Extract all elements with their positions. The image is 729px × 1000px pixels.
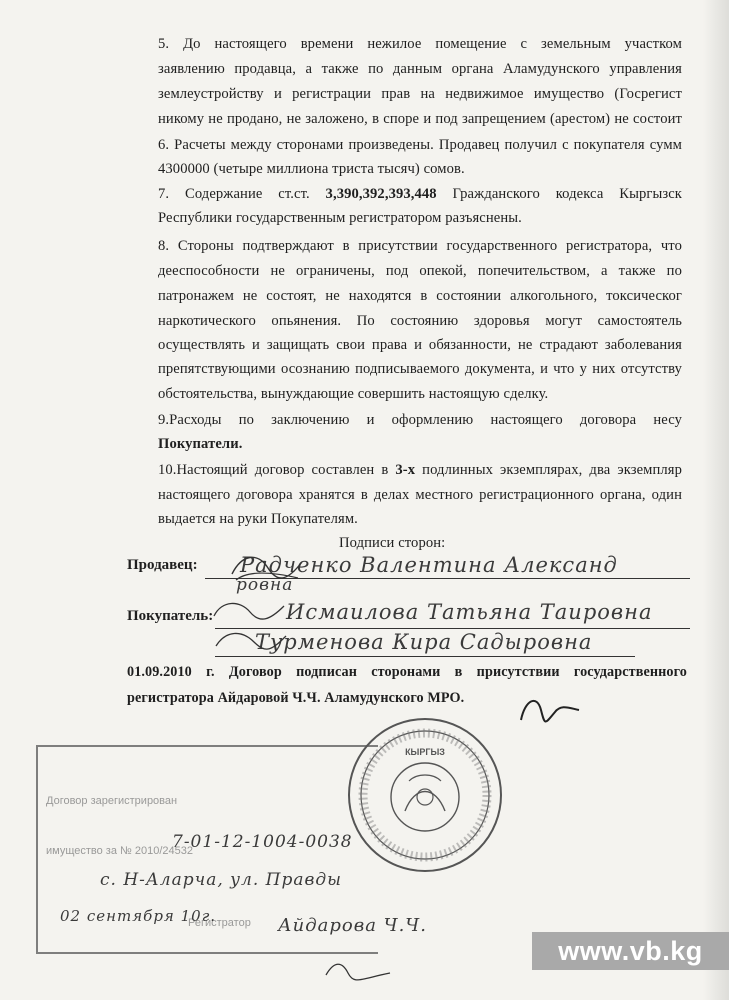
buyer-signature-scribbles	[210, 596, 290, 660]
seller-signature-scribble	[228, 550, 308, 590]
p8-line-1: 8. Стороны подтверждают в присутствии государственного регистратора, что	[158, 238, 682, 254]
buyer-1-handwritten-name: Исмаилова Татьяна Таировна	[286, 600, 653, 624]
p10-rest: подлинных экземплярах, два экземпляр	[415, 462, 682, 478]
registration-line-2: регистратора Айдаровой Ч.Ч. Аламудунского МРО.	[127, 690, 465, 706]
stamp-faint-text-2: имущество за № 2010/24532	[46, 845, 193, 857]
p7-line-1	[158, 184, 682, 204]
p10-lead: 10.Настоящий договор составлен в	[158, 462, 396, 478]
registration-line-1: 01.09.2010 г. Договор подписан сторонами в присутствии государственного	[127, 664, 687, 680]
stamp-id-code: 7-01-12-1004-0038	[172, 832, 353, 852]
p8-line-7: обстоятельства, вынуждающие совершить настоящую сделку.	[158, 386, 549, 402]
p5-line-4: никому не продано, не заложено, в споре и под запрещением (арестом) не состоит	[158, 111, 682, 127]
p9-line-2: Покупатели.	[158, 436, 243, 452]
registrar-signature	[515, 690, 585, 730]
seal-center-text: КЫРГЫЗ	[405, 747, 445, 757]
p5-line-1: 5. До настоящего времени нежилое помещение с земельным участком	[158, 36, 682, 52]
buyer-label: Покупатель:	[127, 608, 214, 624]
stamp-faint-text-1: Договор зарегистрирован	[46, 795, 178, 807]
seller-handwritten-name-cont: ровна	[236, 575, 294, 595]
p10-copies: 3-х	[395, 462, 416, 478]
p10-line-3: выдается на руки Покупателям.	[158, 511, 358, 527]
buyer-2-handwritten-name: Турменова Кира Садыровна	[255, 630, 593, 654]
p8-line-3: патронажем не состоят, не находятся в состоянии алкогольного, токсическог	[158, 288, 682, 304]
p7-prefix: 7. Содержание ст.ст.	[158, 186, 326, 202]
seller-label: Продавец:	[127, 557, 198, 573]
p6-line-2: 4300000 (четыре миллиона триста тысяч) сомов.	[158, 161, 465, 177]
p9-line-1: 9.Расходы по заключению и оформлению настоящего договора несу	[158, 412, 682, 428]
p8-line-2: дееспособности не ограничены, под опекой, попечительством, а также по	[158, 263, 682, 279]
p7-line-2: Республики государственным регистратором разъяснены.	[158, 210, 522, 226]
stamp-registrar-handwritten: Айдарова Ч.Ч.	[278, 915, 427, 936]
p6-line-1: 6. Расчеты между сторонами произведены. Продавец получил с покупателя сумм	[158, 137, 682, 153]
p10-line-2: настоящего договора хранятся в делах местного регистрационного органа, один	[158, 487, 682, 503]
round-seal	[345, 715, 505, 875]
p7-articles: 3,390,392,393,448	[325, 186, 437, 202]
stamp-registrar-label: Регистратор	[188, 917, 251, 929]
p8-line-4: наркотического опьянения. По состоянию здоровья могут самостоятель	[158, 313, 682, 329]
scan-edge-shadow	[703, 0, 729, 1000]
signatures-heading: Подписи сторон:	[339, 535, 446, 551]
p5-line-2: заявлению продавца, а также по данным органа Аламудунского управления	[158, 61, 682, 77]
p7-suffix: Гражданского кодекса Кыргызск	[436, 186, 682, 202]
stamp-address: с. Н-Аларча, ул. Правды	[100, 870, 342, 890]
p10-line-1	[158, 460, 682, 480]
p5-line-3: землеустройству и регистрации прав на недвижимое имущество (Госрегист	[158, 86, 682, 102]
stamp-date-handwritten: 02 сентября 10г.	[60, 907, 217, 925]
watermark: www.vb.kg	[532, 932, 729, 970]
stamp-bottom-signature	[320, 955, 400, 985]
seller-handwritten-name: Радченко Валентина Александ	[240, 553, 618, 577]
p8-line-5: осуществлять и защищать свои права и обязанности, не страдают заболевания	[158, 337, 682, 353]
p8-line-6: препятствующими осознанию подписываемого документа, и что у них отсутству	[158, 361, 682, 377]
